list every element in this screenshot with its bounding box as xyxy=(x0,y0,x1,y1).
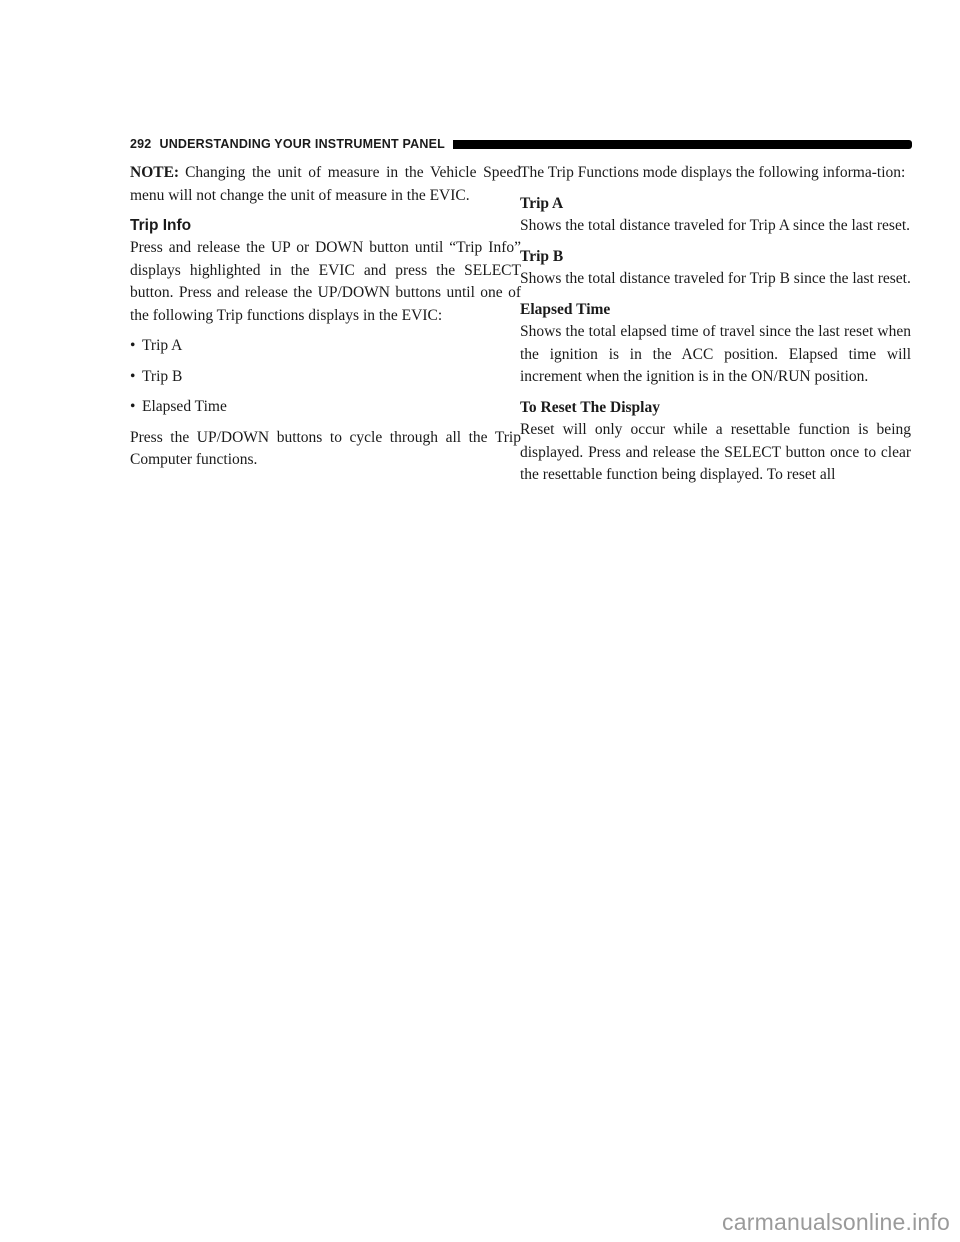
bullet-icon: • xyxy=(130,398,136,415)
elapsed-time-body: Shows the total elapsed time of travel since the last reset when the ignition is in the ACC position. Elapsed time will increment when the ignition is in the ON/RUN position. xyxy=(520,323,911,385)
elapsed-time-heading: Elapsed Time xyxy=(520,300,611,318)
list-item xyxy=(130,366,521,389)
list-item xyxy=(130,396,521,419)
bullet-icon: • xyxy=(130,337,136,354)
trip-a-heading: Trip A xyxy=(520,194,564,212)
watermark: carmanualsonline.info xyxy=(722,1209,950,1235)
right-column xyxy=(520,162,911,495)
page-number: 292 xyxy=(130,137,152,151)
note-label: NOTE: xyxy=(130,164,180,181)
trip-info-intro: Press and release the UP or DOWN button until “Trip Info” displays highlighted in the EVIC and press the SELECT button. Press and release the UP/DOWN buttons until one of the following Trip functions displays in the EVIC: xyxy=(130,239,521,324)
trip-info-heading: Trip Info xyxy=(130,217,192,234)
trip-b-body: Shows the total distance traveled for Trip B since the last reset. xyxy=(520,270,911,287)
list-item-label: Elapsed Time xyxy=(142,398,227,415)
note-paragraph xyxy=(130,162,521,207)
closing-paragraph: Press the UP/DOWN buttons to cycle through all the Trip Computer functions. xyxy=(130,428,521,468)
trip-functions-intro: The Trip Functions mode displays the following informa-tion: xyxy=(520,164,906,181)
trip-b-heading: Trip B xyxy=(520,247,564,265)
list-item-label: Trip A xyxy=(142,337,183,354)
reset-display-body: Reset will only occur while a resettable function is being displayed. Press and release the SELECT button once to clear the resettable function being displayed. To reset all xyxy=(520,421,911,483)
bullet-icon: • xyxy=(130,367,136,385)
trip-functions-list xyxy=(130,335,521,419)
running-header xyxy=(130,136,912,152)
trip-a-body: Shows the total distance traveled for Trip A since the last reset. xyxy=(520,217,911,234)
list-item xyxy=(130,335,521,358)
left-column xyxy=(130,162,521,480)
note-text: Changing the unit of measure in the Vehicle Speed menu will not change the unit of measure in the EVIC. xyxy=(130,164,521,204)
reset-display-heading: To Reset The Display xyxy=(520,398,660,416)
list-item-label: Trip B xyxy=(142,367,183,385)
header-rule xyxy=(453,140,912,149)
section-title: UNDERSTANDING YOUR INSTRUMENT PANEL xyxy=(159,137,445,151)
